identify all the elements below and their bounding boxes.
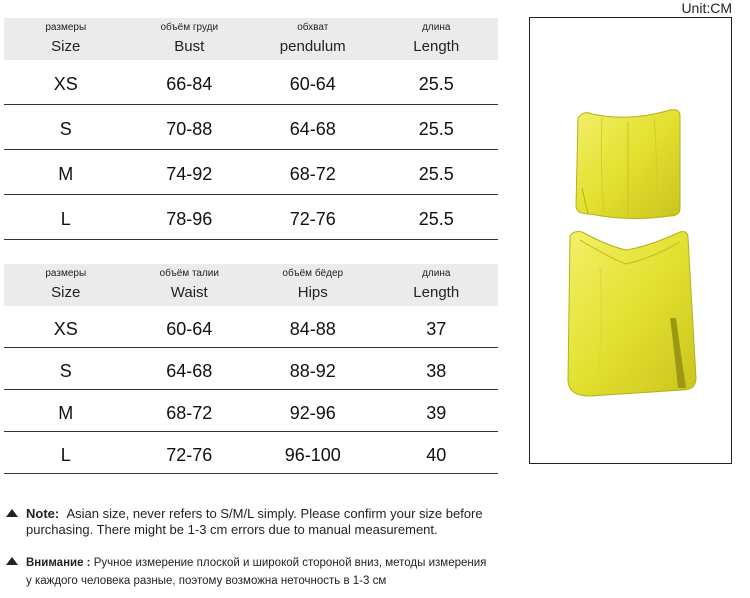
waist-cell: 68-72 [166,403,213,423]
header-en: Bust [174,38,205,55]
size-cell: XS [53,319,78,339]
unit-label: Unit:CM [681,0,732,16]
header-ru: объём талии [159,268,219,279]
size-cell: L [60,445,71,465]
header-en: Size [51,38,81,55]
size-cell: S [59,361,72,381]
length-cell: 38 [426,361,447,381]
size-cell: L [60,208,71,229]
header-en: pendulum [279,38,346,55]
header-cell [251,264,375,306]
bottom-table-header [4,264,498,306]
bust-cell: 78-96 [166,208,213,229]
waist-cell: 64-68 [166,361,213,381]
table-row [4,60,498,105]
bust-cell: 70-88 [166,118,213,139]
note-ru-line1: Ручное измерение плоской и широкой стороной вниз, методы измерения [93,557,487,569]
pendulum-cell: 72-76 [289,208,336,229]
header-en: Hips [297,284,328,301]
product-image [529,17,732,464]
header-ru: длина [422,22,451,33]
hips-cell: 96-100 [284,445,341,465]
header-cell [4,18,128,60]
header-ru: размеры [45,22,87,33]
note-ru-label: Внимание : [26,557,91,569]
header-en: Waist [170,284,208,301]
header-ru: объём груди [160,22,219,33]
note-text-line2: purchasing. There might be 1-3 cm errors due to manual measurement. [26,522,438,537]
bust-cell: 74-92 [166,163,213,184]
size-cell: M [58,163,74,184]
bust-cell: 66-84 [166,73,213,94]
bottom-size-table [4,264,498,474]
table-row [4,432,498,474]
header-cell [375,264,499,306]
size-cell: S [59,118,72,139]
note-text-line1: Asian size, never refers to S/M/L simply. Please confirm your size before [66,506,483,521]
hips-cell: 92-96 [289,403,336,423]
note-label: Note: [26,506,60,521]
header-cell [251,18,375,60]
table-row [4,306,498,348]
top-size-table [4,18,498,240]
waist-cell: 60-64 [166,319,213,339]
pendulum-cell: 64-68 [289,118,336,139]
size-cell: M [58,403,74,423]
size-cell: XS [53,73,78,94]
header-cell [4,264,128,306]
header-ru: объём бёдер [282,268,344,279]
header-ru: длина [422,268,451,279]
table-row [4,390,498,432]
header-cell [128,264,252,306]
length-cell: 25.5 [418,208,454,229]
table-row [4,195,498,240]
table-row [4,105,498,150]
table-row [4,348,498,390]
table-row [4,150,498,195]
triangle-icon [6,509,18,517]
header-ru: размеры [45,268,87,279]
header-cell [128,18,252,60]
hips-cell: 88-92 [289,361,336,381]
header-en: Length [413,284,460,301]
note-russian [6,554,511,590]
length-cell: 37 [426,319,447,339]
triangle-icon [6,557,18,565]
product-illustration [530,18,731,463]
length-cell: 25.5 [418,163,454,184]
header-cell [375,18,499,60]
length-cell: 40 [426,445,447,465]
length-cell: 25.5 [418,118,454,139]
header-ru: обхват [297,22,329,33]
waist-cell: 72-76 [166,445,213,465]
header-en: Size [51,284,81,301]
pendulum-cell: 60-64 [289,73,336,94]
hips-cell: 84-88 [289,319,336,339]
note-ru-line2: у каждого человека разные, поэтому возможна неточность в 1-3 см [26,575,387,587]
pendulum-cell: 68-72 [289,163,336,184]
length-cell: 39 [426,403,447,423]
note-english [6,506,511,538]
top-table-header [4,18,498,60]
header-en: Length [413,38,460,55]
length-cell: 25.5 [418,73,454,94]
